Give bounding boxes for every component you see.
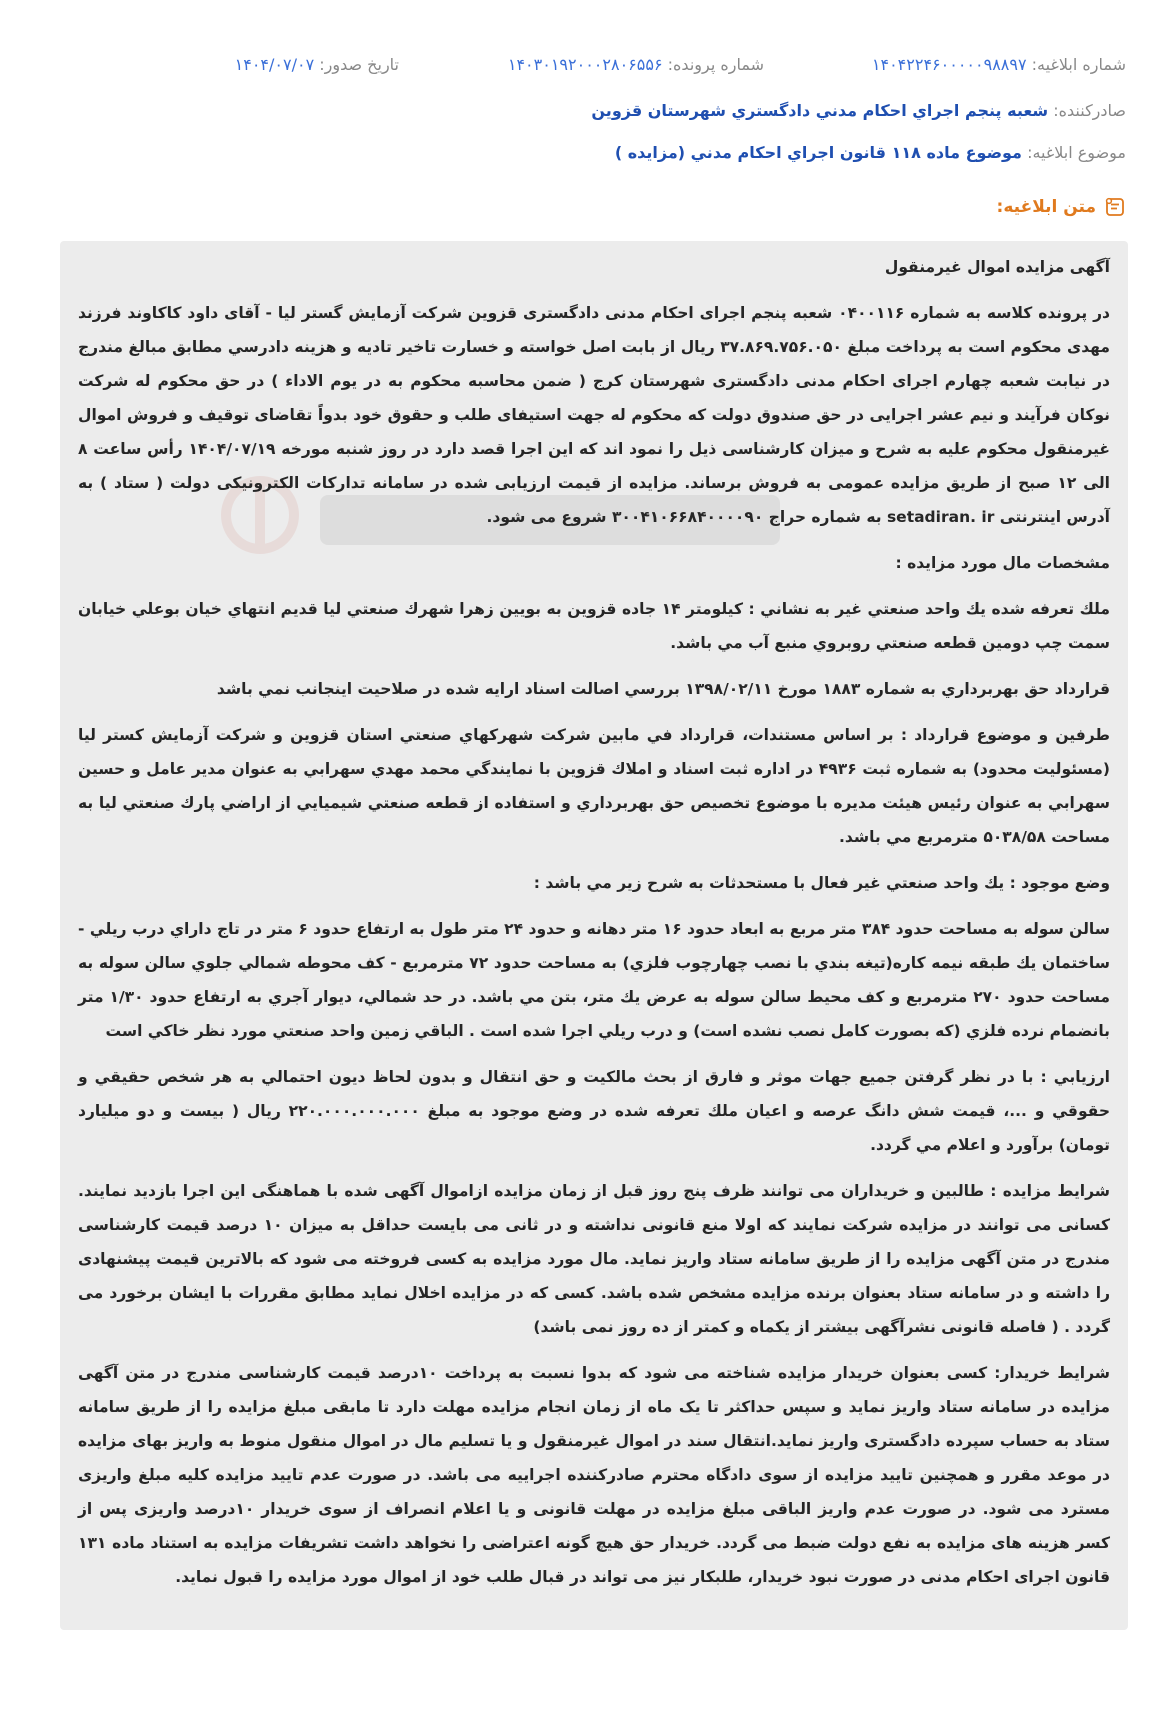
notice-paragraph-parties: طرفين و موضوع قرارداد : بر اساس مستندات، قرارداد في مابين شركت شهركهاي صنعتي استان قزوين و شركت آزمايش كستر ليا (مسئوليت محدود) به شماره ثبت ۴۹۳۶ در اداره ثبت اسناد و املاك قزوين با نمايندگي محمد مهدي سهرابي به عنوان مدير عامل و حسين سهرابي به عنوان رئيس هيئت مديره با موضوع تخصيص حق بهربرداري و استفاده از قطعه صنعتي شيميايي از اراضي پارك صنعتي ليا به مساحت ۵۰۳۸/۵۸ مترمربع مي باشد. <box>78 726 1110 846</box>
notice-body-title: آگهی مزایده اموال غیرمنقول <box>884 258 1110 276</box>
notice-paragraph-case: در پرونده کلاسه به شماره ۰۴۰۰۱۱۶ شعبه پنجم اجرای احکام مدنی دادگستری قزوین شرکت آزمایش گستر لیا - آقای داود کاکاوند فرزند مهدی محکوم است به پرداخت مبلغ ۳۷.۸۶۹.۷۵۶.۰۵۰ ریال از بابت اصل خواسته و خسارت تاخیر تادیه و هزینه دادرسي مطابق مبالغ مندرج در نیابت شعبه چهارم اجرای احکام مدنی دادگستری شهرستان کرج ( ضمن محاسبه محکوم به در یوم الاداء ) در حق محکوم له شرکت نوکان فرآیند و نیم عشر اجرایی در حق صندوق دولت که محکوم له جهت استیفای طلب و حقوق خود بدواً تقاضای توقیف و فروش اموال غیرمنقول محکوم علیه به شرح و میزان کارشناسی ذیل را نمود اند که این اجرا قصد دارد در روز شنبه مورخه ۱۴۰۴/۰۷/۱۹ رأس ساعت ۸ الی ۱۲ صبح از طریق مزایده عمومی به فروش برساند. مزایده از قیمت ارزیابی شده در سامانه تدارکات الکترونیکی دولت ( ستاد ) به آدرس اینترنتی setadiran. ir به شماره حراج ۳۰۰۴۱۰۶۶۸۴۰۰۰۰۹۰ شروع می شود. <box>78 304 1111 526</box>
notice-body <box>78 250 1110 1606</box>
notice-number-label: شماره ابلاغيه: <box>1031 55 1126 74</box>
notice-paragraph-valuation: ارزيابي : با در نظر گرفتن جميع جهات موثر و فارق از بحث مالكيت و حق انتقال و بدون لحاظ ديون احتمالي به هر شخص حقيقي و حقوقي و ...، قيمت شش دانگ عرصه و اعيان ملك تعرفه شده در وضع موجود به مبلغ ۲۲۰.۰۰۰.۰۰۰.۰۰۰ ريال ( بيست و دو ميليارد تومان) برآورد و اعلام مي گردد. <box>78 1068 1110 1154</box>
issue-date-value: ۱۴۰۴/۰۷/۰۷ <box>234 55 315 74</box>
issuer <box>591 97 1126 125</box>
case-number-value: ۱۴۰۳۰۱۹۲۰۰۰۲۸۰۶۵۵۶ <box>507 55 663 74</box>
case-number-label: شماره پرونده: <box>667 55 764 74</box>
notice-paragraph-buildings: سالن سوله به مساحت حدود ۳۸۴ متر مربع به ابعاد حدود ۱۶ متر دهانه و حدود ۲۴ متر طول به ارتفاع حدود ۶ متر در تاج داراي درب ريلي - ساختمان يك طبقه نيمه كاره(تيغه بندي با نصب چهارچوب فلزي) به مساحت حدود ۷۲ مترمربع - كف محوطه شمالي جلوي سالن سوله به مساحت حدود ۲۷۰ مترمربع و كف محيط سالن سوله به عرض يك متر، بتن مي باشد. در حد شمالي، ديوار آجري به ارتفاع حدود ۱/۳۰ متر بانضمام نرده فلزي (كه بصورت كامل نصب نشده است) و درب ريلي اجرا شده است . الباقي زمين واحد صنعتي مورد نظر خاكي است <box>78 920 1111 1040</box>
issuer-value: شعبه پنجم اجراي احکام مدني دادگستري شهرستان قزوين <box>591 101 1049 120</box>
notice-paragraph-auction-terms: شرایط مزایده : طالبین و خریداران می توانند ظرف پنج روز قبل از زمان مزایده ازاموال آگهی شده با هماهنگی این اجرا بازدید نمایند. کسانی می توانند در مزایده شرکت نمایند که اولا منع قانونی نداشته و در ثانی می بایست حداقل به میزان ۱۰ درصد قیمت کارشناسی مندرج در متن آگهی مزایده را از طریق سامانه ستاد واریز نماید. مال مورد مزایده به کسی فروخته می شود که بالاترین قیمت پیشنهادی را داشته و در سامانه ستاد بعنوان برنده مزایده مشخص شده باشد. کسی که در مزایده اخلال نماید مطابق مقررات با ایشان برخورد می گردد . ( فاصله قانونی نشرآگهی بیشتر از یکماه و کمتر از ده روز نمی باشد) <box>78 1182 1110 1336</box>
case-number <box>508 51 764 79</box>
issue-date-label: تاريخ صدور: <box>319 55 399 74</box>
notice-paragraph-contract: قرارداد حق بهربرداري به شماره ۱۸۸۳ مورخ ۱۳۹۸/۰۲/۱۱ بررسي اصالت اسناد ارايه شده در صلاحيت اينجانب نمي باشد <box>216 680 1110 698</box>
notice-number <box>872 51 1126 79</box>
section-heading <box>997 196 1126 218</box>
notice-paragraph-buyer-terms: شرایط خریدار: کسی بعنوان خریدار مزایده شناخته می شود که بدوا نسبت به پرداخت ۱۰درصد قیمت کارشناسی مندرج در متن آگهی مزایده در سامانه ستاد واریز نماید و سپس حداکثر تا یک ماه از زمان انجام مزایده مهلت دارد تا مابقی مبلغ مزایده را از طریق سامانه ستاد به حساب سپرده دادگستری واریز نماید.انتقال سند در اموال غیرمنقول و یا تسلیم مال در اموال منقول منوط به واریز بهای مزایده در موعد مقرر و همچنین تایید مزایده از سوی دادگاه محترم صادرکننده اجراییه می باشد. در صورت عدم تایید مزایده کلیه مبلغ واریزی مسترد می شود. در صورت عدم واریز الباقی مبلغ مزایده در مهلت قانونی و یا اعلام انصراف از سوی خریدار ۱۰درصد واریزی پس از کسر هزینه های مزایده به نفع دولت ضبط می گردد. خریدار حق هیچ گونه اعتراضی را نخواهد داشت تشریفات مزایده به استناد ماده ۱۳۱ قانون اجرای احکام مدنی در صورت نبود خریدار، طلبکار نیز می تواند در قبال طلب خود از اموال مورد مزایده را قبول نماید. <box>78 1364 1111 1586</box>
meta-row-issuer <box>0 97 1174 125</box>
meta-row-numbers <box>0 51 1174 79</box>
issue-date <box>235 51 399 79</box>
document-text-icon <box>1104 196 1126 218</box>
notice-paragraph-property-heading: مشخصات مال مورد مزایده : <box>895 554 1110 572</box>
notice-paragraph-property-address: ملك تعرفه شده يك واحد صنعتي غير به نشاني : كيلومتر ۱۴ جاده قزوين به بويين زهرا شهرك صنعتي ليا قديم انتهاي خيان بوعلي خيابان سمت چپ دومين قطعه صنعتي روبروي منبع آب مي باشد. <box>78 600 1110 652</box>
subject-value: موضوع ماده ۱۱۸ قانون اجراي احکام مدني (مزايده ) <box>614 143 1022 162</box>
notice-paragraph-status: وضع موجود : يك واحد صنعتي غير فعال با مستحدثات به شرح زير مي باشد : <box>533 874 1110 892</box>
issuer-label: صادرکننده: <box>1053 101 1126 120</box>
subject <box>615 139 1126 167</box>
subject-label: موضوع ابلاغيه: <box>1027 143 1126 162</box>
meta-row-subject <box>0 139 1174 167</box>
notice-number-value: ۱۴۰۴۲۲۴۶۰۰۰۰۰۹۸۸۹۷ <box>871 55 1027 74</box>
section-title: متن ابلاغيه: <box>996 197 1096 217</box>
